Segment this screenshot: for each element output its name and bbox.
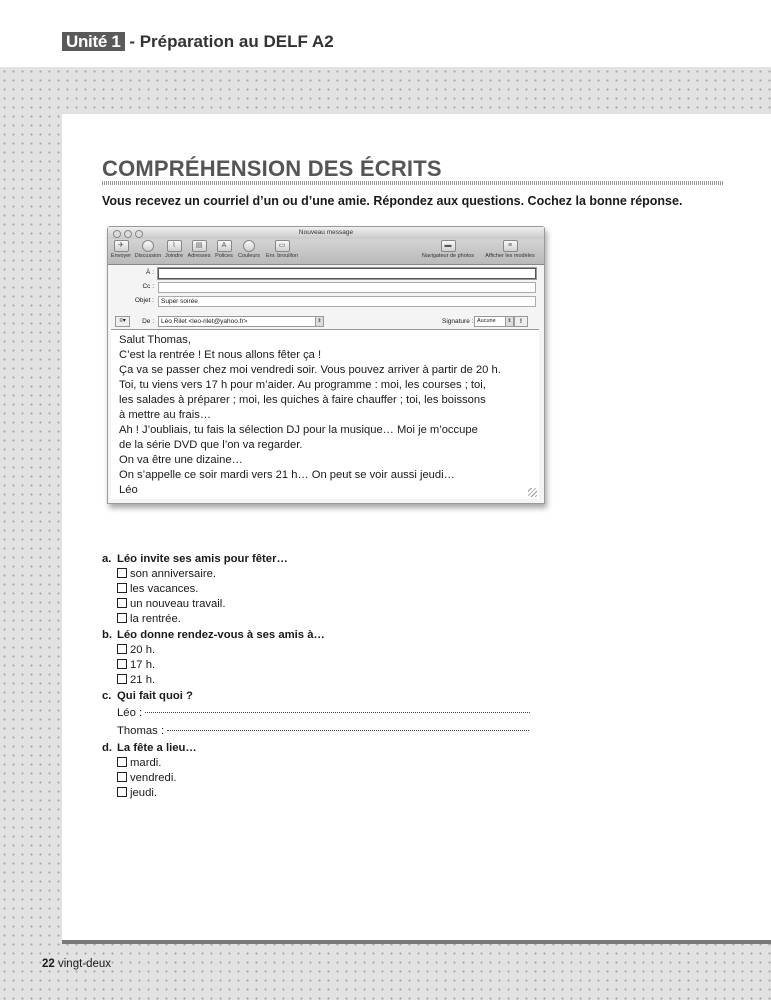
checkbox[interactable] <box>117 598 127 608</box>
email-body[interactable] <box>111 329 539 499</box>
body-line: Ah ! J’oubliais, tu fais la sélection DJ pour la musique… Moi je m’occupe <box>119 424 478 436</box>
signature-label: Signature : <box>442 318 474 325</box>
page-number-words: vingt-deux <box>58 958 112 970</box>
from-label: De : <box>142 318 154 325</box>
attach-button[interactable]: ⌇ Joindre <box>164 242 184 259</box>
question-a: a. Léo invite ses amis pour fêter… <box>102 553 288 565</box>
answer-option[interactable]: jeudi. <box>102 786 530 801</box>
select-arrows-icon: ⇕ <box>505 317 513 326</box>
to-label: À : <box>146 269 154 276</box>
body-line: à mettre au frais… <box>119 409 212 421</box>
question-d: d. La fête a lieu… <box>102 742 197 754</box>
body-line: Ça va se passer chez moi vendredi soir. Vous pouvez arriver à partir de 20 h. <box>119 364 501 376</box>
fill-label: Léo : <box>117 707 143 719</box>
send-icon: ✈ <box>114 240 129 252</box>
from-value: Léo Rilet <leo-rilet@yahoo.fr> <box>161 318 248 325</box>
checkbox[interactable] <box>117 583 127 593</box>
answer-option[interactable]: 17 h. <box>102 658 530 673</box>
email-window-title: Nouveau message <box>298 229 354 236</box>
chat-icon <box>142 240 154 252</box>
email-titlebar <box>108 227 544 239</box>
checkbox[interactable] <box>117 568 127 578</box>
page-number-digits: 22 <box>42 958 55 970</box>
answer-option[interactable]: un nouveau travail. <box>102 597 530 612</box>
answer-option[interactable]: 20 h. <box>102 643 530 658</box>
paperclip-icon: ⌇ <box>167 240 182 252</box>
body-line: Léo <box>119 484 138 496</box>
subject-field[interactable]: Super soirée <box>158 296 536 307</box>
signature-value: Aucune <box>477 318 496 324</box>
minimize-window-button[interactable] <box>124 230 132 238</box>
answer-blank[interactable] <box>167 730 529 731</box>
checkbox[interactable] <box>117 613 127 623</box>
question-b: b. Léo donne rendez-vous à ses amis à… <box>102 629 325 641</box>
answer-option[interactable]: les vacances. <box>102 582 530 597</box>
save-draft-button[interactable]: ▭ Enr. brouillon <box>265 242 299 259</box>
templates-icon: ≡ <box>503 240 518 252</box>
answer-option[interactable]: la rentrée. <box>102 612 530 627</box>
chat-button[interactable]: Discussion <box>134 240 162 259</box>
priority-button[interactable]: ! <box>514 316 528 327</box>
address-book-icon: ▤ <box>192 240 207 252</box>
zoom-window-button[interactable] <box>135 230 143 238</box>
checkbox[interactable] <box>117 757 127 767</box>
window-controls <box>113 230 143 238</box>
fill-in-line[interactable] <box>102 722 530 740</box>
checkbox[interactable] <box>117 772 127 782</box>
answer-option[interactable]: son anniversaire. <box>102 567 530 582</box>
checkbox[interactable] <box>117 674 127 684</box>
signature-select[interactable] <box>474 316 514 327</box>
header-title: - Préparation au DELF A2 <box>129 32 334 51</box>
body-line: C’est la rentrée ! Et nous allons fêter ça ! <box>119 349 322 361</box>
answer-option[interactable]: mardi. <box>102 756 530 771</box>
fill-label: Thomas : <box>117 725 165 737</box>
cc-field[interactable] <box>158 282 536 293</box>
from-select[interactable] <box>158 316 324 327</box>
fonts-icon: A <box>217 240 232 252</box>
fonts-button[interactable]: A Polices <box>215 242 233 259</box>
body-line: les salades à préparer ; moi, les quiches à faire chauffer ; toi, les boissons <box>119 394 486 406</box>
questions-section <box>102 551 530 801</box>
checkbox[interactable] <box>117 644 127 654</box>
resize-handle[interactable] <box>528 488 537 497</box>
photo-browser-icon: ▬ <box>441 240 456 252</box>
cc-label: Cc : <box>142 283 154 290</box>
instruction: Vous recevez un courriel d’un ou d’une amie. Répondez aux questions. Cochez la bonne réponse. <box>102 194 683 208</box>
title-rule <box>102 181 724 185</box>
email-header-fields <box>108 265 544 328</box>
unit-header <box>62 32 334 52</box>
answer-option[interactable]: vendredi. <box>102 771 530 786</box>
unit-badge: Unité 1 <box>62 32 125 51</box>
photo-browser-button[interactable]: ▬ Navigateur de photos <box>421 242 475 259</box>
section-title: COMPRÉHENSION DES ÉCRITS <box>102 156 442 181</box>
colors-button[interactable]: Couleurs <box>236 240 262 259</box>
answer-option[interactable]: 21 h. <box>102 673 530 688</box>
addresses-button[interactable]: ▤ Adresses <box>187 242 211 259</box>
answer-blank[interactable] <box>145 712 530 713</box>
subject-label: Objet : <box>134 297 154 304</box>
send-button[interactable]: ✈ Envoyer <box>110 242 132 259</box>
show-templates-button[interactable]: ≡ Afficher les modèles <box>485 242 535 259</box>
close-window-button[interactable] <box>113 230 121 238</box>
question-c: c. Qui fait quoi ? <box>102 690 193 702</box>
body-line: Toi, tu viens vers 17 h pour m’aider. Au programme : moi, les courses ; toi, <box>119 379 486 391</box>
body-line: On s’appelle ce soir mardi vers 21 h… On peut se voir aussi jeudi… <box>119 469 455 481</box>
body-line: Salut Thomas, <box>119 334 191 346</box>
email-toolbar <box>108 239 544 265</box>
select-arrows-icon: ⇕ <box>315 317 323 326</box>
body-line: On va être une dizaine… <box>119 454 243 466</box>
body-line: de la série DVD que l’on va regarder. <box>119 439 303 451</box>
colors-icon <box>243 240 255 252</box>
page-number <box>42 958 111 970</box>
to-field[interactable] <box>158 268 536 279</box>
fill-in-line[interactable] <box>102 704 530 722</box>
draft-icon: ▭ <box>275 240 290 252</box>
content-panel <box>62 114 771 944</box>
email-window <box>107 226 545 504</box>
options-menu-button[interactable]: ≡▾ <box>115 316 130 327</box>
checkbox[interactable] <box>117 787 127 797</box>
checkbox[interactable] <box>117 659 127 669</box>
